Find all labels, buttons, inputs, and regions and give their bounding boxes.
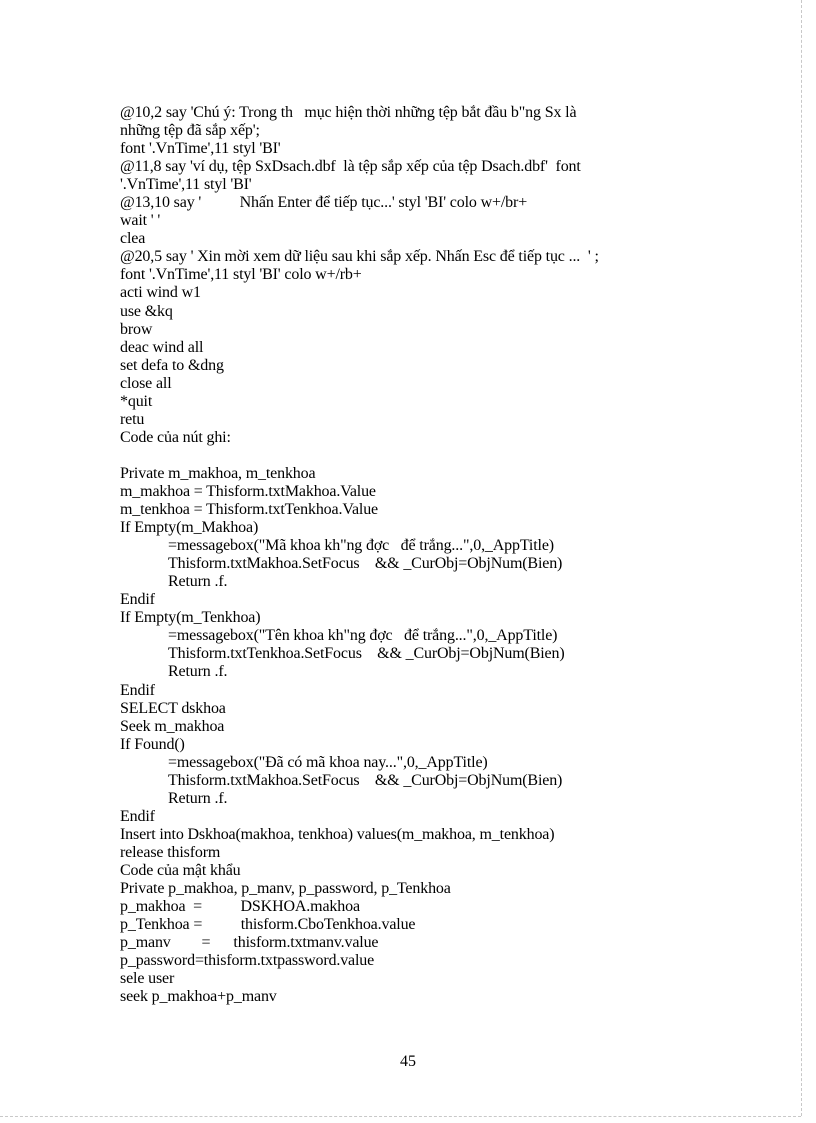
code-line: Endif xyxy=(120,807,155,825)
code-line: brow xyxy=(120,320,153,338)
code-listing xyxy=(120,104,720,1006)
page-number: 45 xyxy=(400,1053,416,1070)
code-line: '.VnTime',11 styl 'BI' xyxy=(120,176,252,194)
code-line: font '.VnTime',11 styl 'BI' colo w+/rb+ xyxy=(120,266,362,284)
code-line: @10,2 say 'Chú ý: Trong th mục hiện thời những tệp bắt đầu b"ng Sx là xyxy=(120,104,577,121)
page-border-right xyxy=(801,0,802,1116)
code-line: seek p_makhoa+p_manv xyxy=(120,988,277,1006)
code-line: những tệp đã sắp xếp'; xyxy=(120,122,260,140)
code-line: Thisform.txtTenkhoa.SetFocus && _CurObj=ObjNum(Bien) xyxy=(168,645,565,663)
code-line: SELECT dskhoa xyxy=(120,699,226,717)
code-line: Return .f. xyxy=(168,663,228,681)
code-line: clea xyxy=(120,230,146,248)
code-line: font '.VnTime',11 styl 'BI' xyxy=(120,140,281,158)
code-line: @11,8 say 'ví dụ, tệp SxDsach.dbf là tệp sắp xếp của tệp Dsach.dbf' font xyxy=(120,158,581,176)
code-line: If Found() xyxy=(120,735,185,753)
code-line: *quit xyxy=(120,392,153,410)
page-border-bottom xyxy=(0,1116,801,1117)
code-line: m_makhoa = Thisform.txtMakhoa.Value xyxy=(120,482,376,500)
code-line: Private m_makhoa, m_tenkhoa xyxy=(120,464,316,482)
code-line: =messagebox("Đã có mã khoa nay...",0,_AppTitle) xyxy=(168,753,488,771)
code-line: use &kq xyxy=(120,302,173,320)
code-line: Seek m_makhoa xyxy=(120,717,225,735)
code-line: Return .f. xyxy=(168,573,228,591)
code-line: Private p_makhoa, p_manv, p_password, p_Tenkhoa xyxy=(120,880,451,898)
code-line: sele user xyxy=(120,970,175,988)
code-line: set defa to &dng xyxy=(120,356,224,374)
code-line: @13,10 say ' Nhấn Enter để tiếp tục...' styl 'BI' colo w+/br+ xyxy=(120,194,528,212)
code-line: wait ' ' xyxy=(120,212,161,230)
code-line: =messagebox("Tên khoa kh"ng đợc để trắng...",0,_AppTitle) xyxy=(168,627,558,645)
code-line: m_tenkhoa = Thisform.txtTenkhoa.Value xyxy=(120,501,379,519)
code-line: Thisform.txtMakhoa.SetFocus && _CurObj=ObjNum(Bien) xyxy=(168,555,563,573)
section-heading: Code của nút ghi: xyxy=(120,428,231,446)
code-line: acti wind w1 xyxy=(120,284,201,302)
code-line: Insert into Dskhoa(makhoa, tenkhoa) values(m_makhoa, m_tenkhoa) xyxy=(120,825,555,843)
code-line: p_makhoa = DSKHOA.makhoa xyxy=(120,898,360,916)
section-heading: Code của mật khẩu xyxy=(120,861,241,879)
blank-line xyxy=(120,447,720,465)
code-line: If Empty(m_Makhoa) xyxy=(120,519,259,537)
code-line: =messagebox("Mã khoa kh"ng đợc để trắng...",0,_AppTitle) xyxy=(168,537,554,555)
code-line: p_Tenkhoa = thisform.CboTenkhoa.value xyxy=(120,916,416,934)
code-line: release thisform xyxy=(120,843,221,861)
code-line: deac wind all xyxy=(120,338,204,356)
code-line: p_manv = thisform.txtmanv.value xyxy=(120,934,379,952)
code-line: Endif xyxy=(120,591,155,609)
code-line: Endif xyxy=(120,681,155,699)
code-line: Return .f. xyxy=(168,789,228,807)
code-line: @20,5 say ' Xin mời xem dữ liệu sau khi sắp xếp. Nhấn Esc để tiếp tục ... ' ; xyxy=(120,248,599,266)
code-line: Thisform.txtMakhoa.SetFocus && _CurObj=ObjNum(Bien) xyxy=(168,771,563,789)
code-line: If Empty(m_Tenkhoa) xyxy=(120,609,261,627)
code-line: retu xyxy=(120,410,145,428)
code-line: p_password=thisform.txtpassword.value xyxy=(120,952,375,970)
code-line: close all xyxy=(120,374,172,392)
